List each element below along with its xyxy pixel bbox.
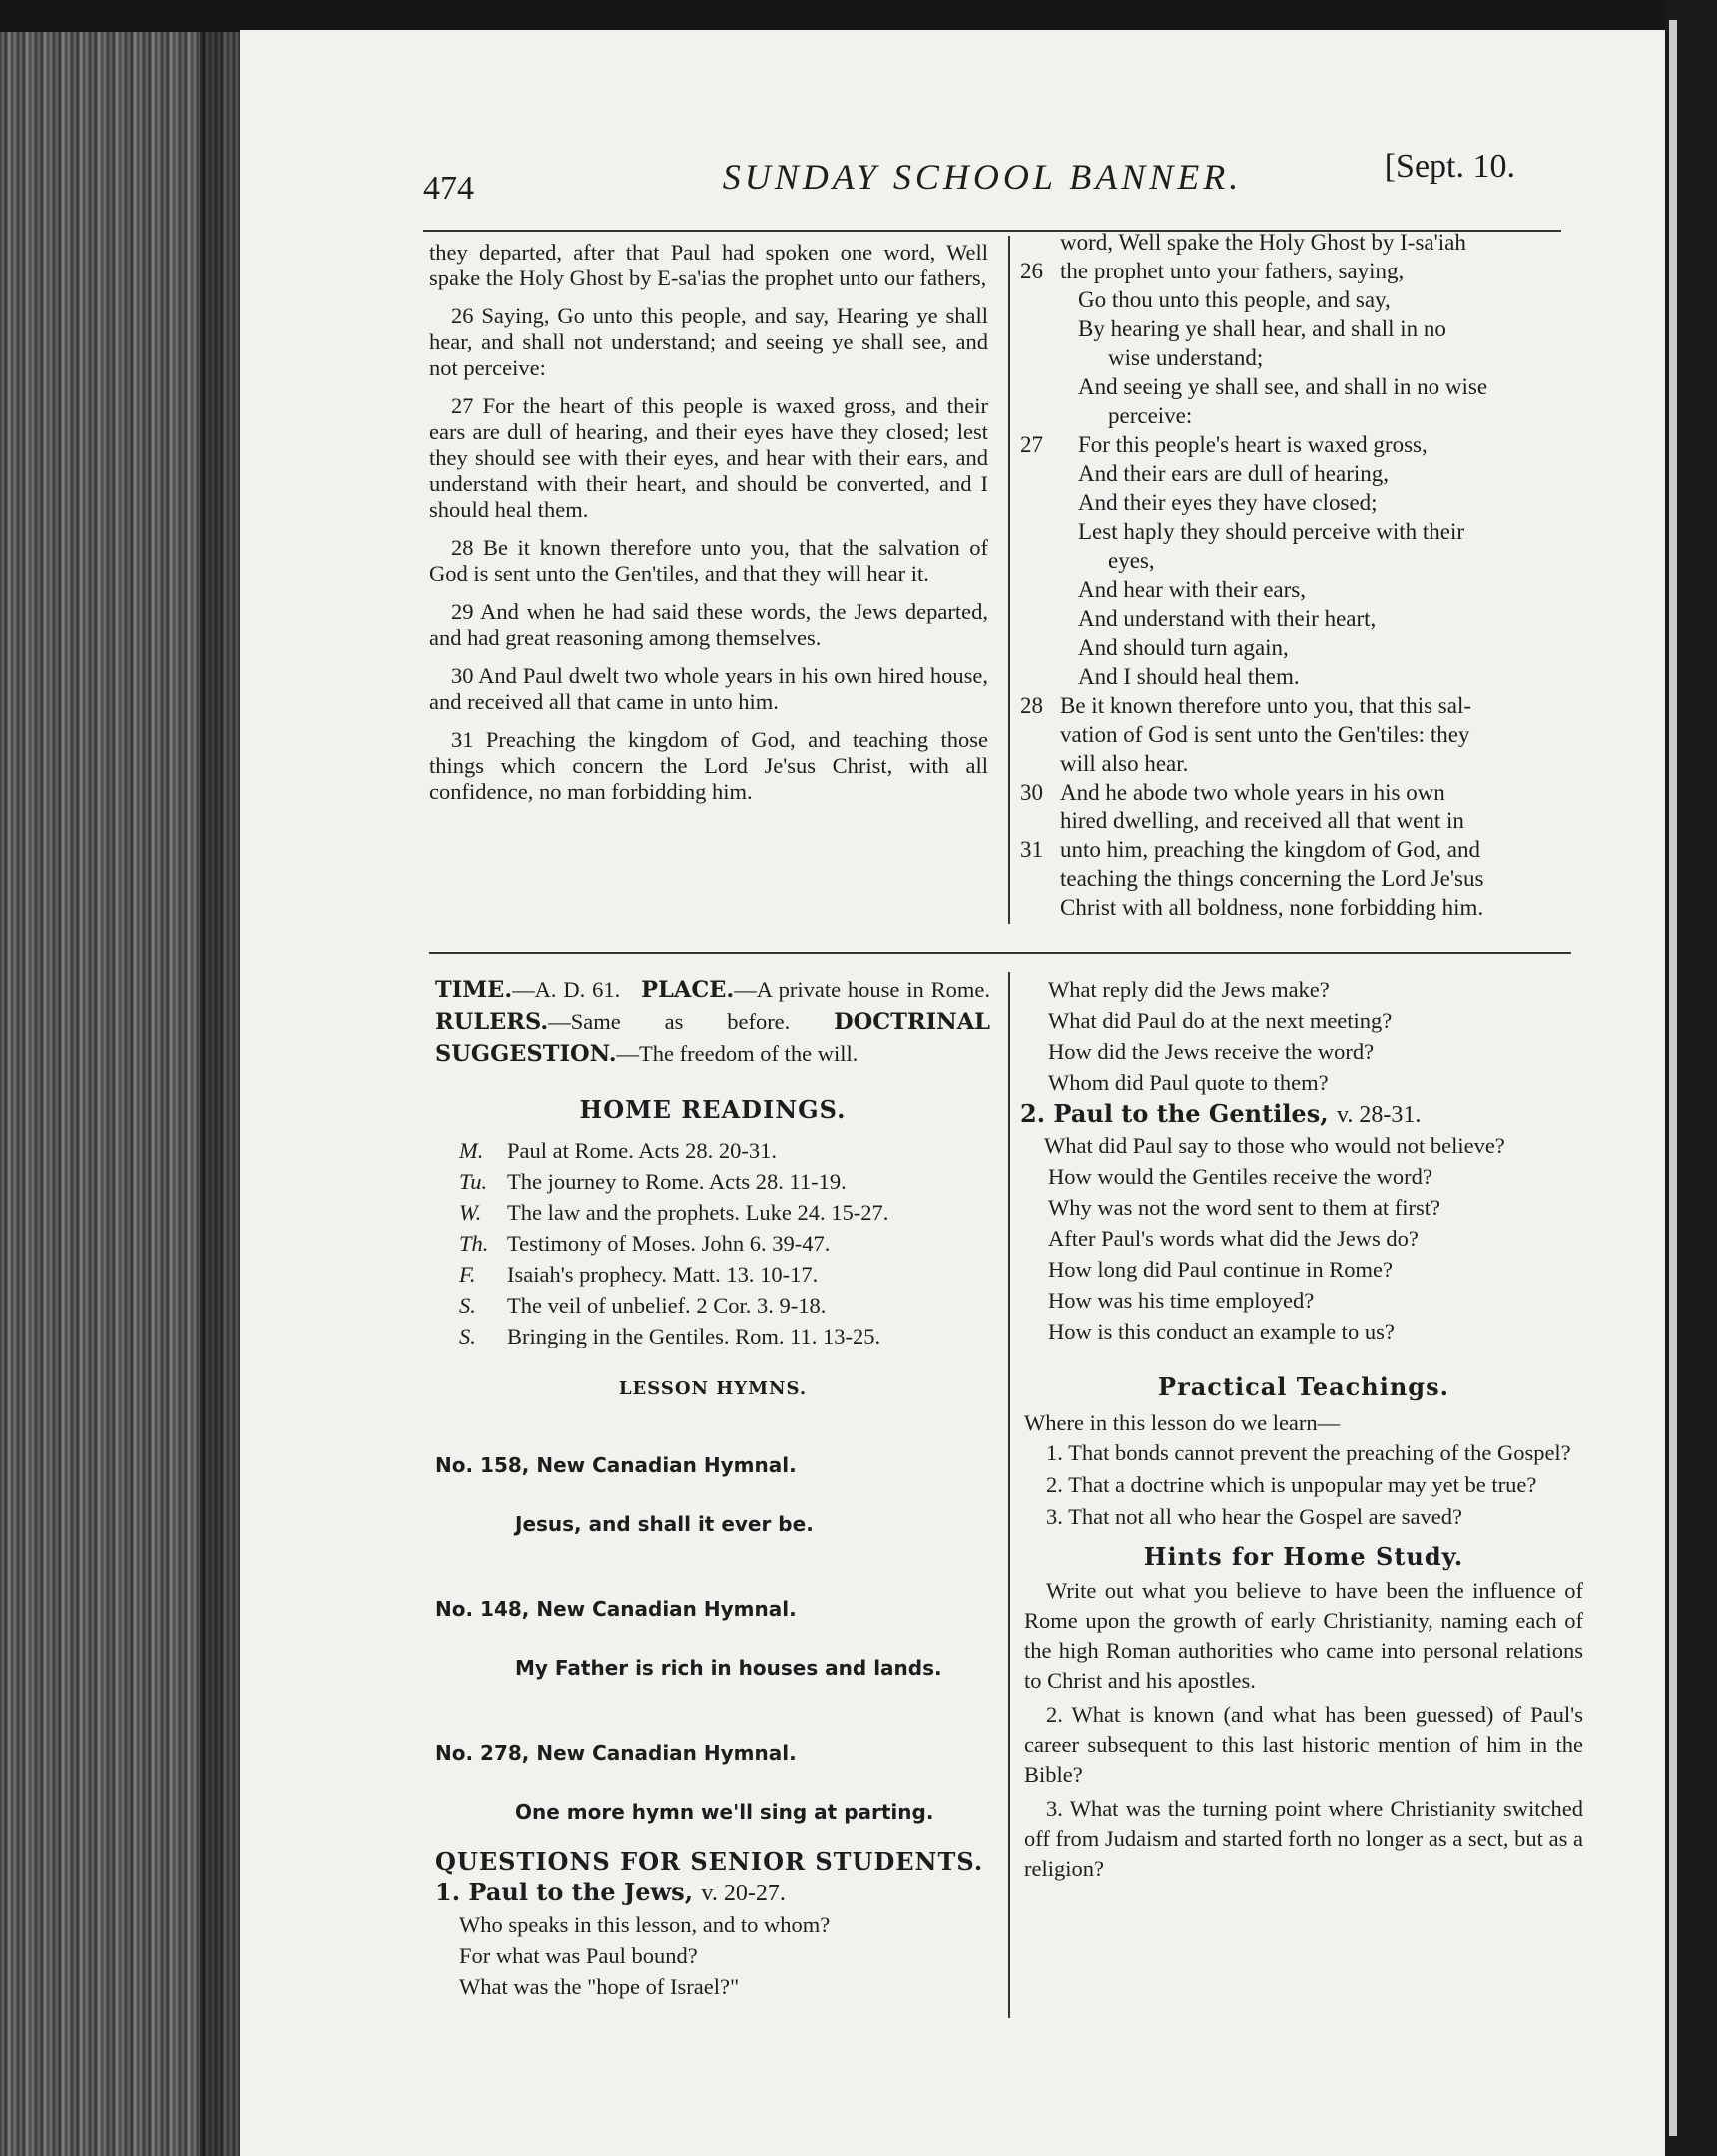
rv-line-text: And seeing ye shall see, and shall in no wise <box>1078 374 1488 399</box>
time-value: —A. D. 61. <box>512 977 621 1002</box>
lesson-meta <box>435 974 990 2002</box>
reading-ref: John 6. 39-47. <box>701 1231 831 1256</box>
rv-line-text: And I should heal them. <box>1078 664 1300 689</box>
page-number: 474 <box>423 170 474 207</box>
place-value: —A private house in Rome. <box>734 977 990 1002</box>
question: How long did Paul continue in Rome? <box>1048 1257 1393 1282</box>
rv-line <box>1020 228 1609 257</box>
av-verse: 30 And Paul dwelt two whole years in his own hired house, and received all that came in unto him. <box>429 663 988 714</box>
rv-line-text: will also hear. <box>1060 751 1189 776</box>
reading-ref: Luke 24. 15-27. <box>745 1200 889 1225</box>
reading-item <box>435 1197 990 1228</box>
hymn-title: One more hymn we'll sing at parting. <box>515 1800 934 1824</box>
rv-line-text: Be it known therefore unto you, that this sal- <box>1060 693 1472 718</box>
reading-item <box>435 1290 990 1321</box>
reading-ref: 2 Cor. 3. 9-18. <box>696 1293 827 1318</box>
rv-line-text: And hear with their ears, <box>1078 577 1307 602</box>
reading-text: Paul at Rome. <box>507 1138 639 1163</box>
question: How did the Jews receive the word? <box>1048 1039 1375 1064</box>
rv-verse-number: 31 <box>1020 837 1043 862</box>
rv-line <box>1020 662 1609 691</box>
rv-line <box>1020 807 1609 835</box>
question: What was the "hope of Israel?" <box>459 1974 740 1999</box>
rv-line <box>1020 691 1609 720</box>
place-label: PLACE. <box>641 977 735 1003</box>
reading-item <box>435 1135 990 1166</box>
rv-line-text: unto him, preaching the kingdom of God, and <box>1060 837 1480 862</box>
hymn-number: No. 148, New Canadian Hymnal. <box>435 1597 797 1621</box>
practical-intro: Where in this lesson do we learn— <box>1024 1410 1341 1435</box>
home-readings-list <box>435 1135 990 1351</box>
journal-title: SUNDAY SCHOOL BANNER. <box>722 157 1243 197</box>
rulers-value: —Same as before. <box>548 1009 791 1034</box>
rv-line-text: Lest haply they should perceive with their <box>1078 519 1465 544</box>
rv-line <box>1020 488 1609 517</box>
rv-line <box>1020 720 1609 749</box>
reading-item <box>435 1166 990 1197</box>
av-verse: 27 For the heart of this people is waxed gross, and their ears are dull of hearing, and their eyes have they closed; lest they should see with their eyes, and hear with their ears, and understand with their heart, and should be converted, and I should heal them. <box>429 393 988 522</box>
question: Whom did Paul quote to them? <box>1048 1070 1329 1095</box>
hint-item: 3. What was the turning point where Christianity switched off from Judaism and started forth no longer as a sect, but as a religion? <box>1024 1796 1583 1881</box>
rv-verse-number: 26 <box>1020 259 1043 283</box>
issue-date: [Sept. 10. <box>1384 148 1515 185</box>
rv-line <box>1020 604 1609 633</box>
av-verse: they departed, after that Paul had spoken one word, Well spake the Holy Ghost by E-sa'ias the prophet unto our fathers, <box>429 240 988 290</box>
scan-top-strip <box>0 0 1717 32</box>
reading-day: W. <box>459 1200 482 1225</box>
question: Why was not the word sent to them at first? <box>1048 1195 1441 1220</box>
hint-item: Write out what you believe to have been the influence of Rome upon the growth of early Christianity, naming each of the high Roman authorities who came into personal relations to Christ and his apostles. <box>1024 1578 1583 1693</box>
authorized-version-column <box>429 240 988 816</box>
hints-heading: Hints for Home Study. <box>1143 1542 1464 1571</box>
reading-text: The veil of unbelief. <box>507 1293 697 1318</box>
reading-text: Testimony of Moses. <box>507 1231 702 1256</box>
rv-line-text: Go thou unto this people, and say, <box>1078 287 1391 312</box>
rv-line <box>1020 401 1609 430</box>
reading-day: S. <box>459 1324 476 1348</box>
section2-questions <box>1024 1161 1583 1347</box>
rv-line-text: word, Well spake the Holy Ghost by I-sa'iah <box>1060 230 1466 255</box>
av-verse: 26 Saying, Go unto this people, and say, Hearing ye shall hear, and shall not understand; and seeing ye shall see, and not perceive: <box>429 303 988 380</box>
rv-line-text: And their eyes they have closed; <box>1078 490 1378 515</box>
question: After Paul's words what did the Jews do? <box>1048 1226 1419 1251</box>
section2-title: 2. Paul to the Gentiles, v. 28-31. <box>1020 1099 1422 1128</box>
rv-line-text: hired dwelling, and received all that went in <box>1060 808 1464 833</box>
hymn-number: No. 278, New Canadian Hymnal. <box>435 1741 797 1765</box>
rv-line <box>1020 633 1609 662</box>
rv-line-text: For this people's heart is waxed gross, <box>1078 432 1428 457</box>
hymn-number: No. 158, New Canadian Hymnal. <box>435 1453 797 1477</box>
rv-line <box>1020 749 1609 778</box>
reading-ref: Acts 28. 11-19. <box>708 1169 847 1194</box>
rv-line-text: And he abode two whole years in his own <box>1060 780 1445 805</box>
rulers-label: RULERS. <box>435 1009 549 1035</box>
lesson-hymns-heading: LESSON HYMNS. <box>618 1378 808 1399</box>
reading-text: Bringing in the Gentiles. <box>507 1324 736 1348</box>
rv-line-text: And understand with their heart, <box>1078 606 1377 631</box>
rv-line-text: And should turn again, <box>1078 635 1289 660</box>
rv-line <box>1020 343 1609 372</box>
section2-first-question: What did Paul say to those who would not believe? <box>1044 1133 1505 1158</box>
rv-line <box>1020 459 1609 488</box>
hymn-title: My Father is rich in houses and lands. <box>515 1656 942 1680</box>
rv-line-text: Christ with all boldness, none forbidding him. <box>1060 895 1484 920</box>
rv-line-text: eyes, <box>1108 548 1155 573</box>
rv-line <box>1020 778 1609 807</box>
reading-ref: Acts 28. 20-31. <box>638 1138 777 1163</box>
rv-line-text: perceive: <box>1108 403 1193 428</box>
right-lower-column <box>1020 974 1583 1887</box>
hint-item: 2. What is known (and what has been guessed) of Paul's career subsequent to this last historic mention of him in the Bible? <box>1024 1702 1583 1787</box>
rv-line <box>1020 257 1609 285</box>
reading-day: Th. <box>459 1231 489 1256</box>
rv-verse-number: 30 <box>1020 780 1043 805</box>
reading-text: The law and the prophets. <box>507 1200 746 1225</box>
senior-questions-heading: QUESTIONS FOR SENIOR STUDENTS. <box>435 1847 984 1876</box>
rv-line-text: teaching the things concerning the Lord Je'sus <box>1060 866 1484 891</box>
section1-questions-left <box>435 1909 990 2002</box>
rv-verse-number: 28 <box>1020 693 1043 718</box>
revised-version-column <box>1020 228 1609 922</box>
rv-line <box>1020 430 1609 459</box>
doctrinal-label: DOCTRINAL SUGGESTION. <box>435 1009 990 1067</box>
reading-item <box>435 1228 990 1259</box>
av-verse: 28 Be it known therefore unto you, that the salvation of God is sent unto the Gen'tiles, and that they will hear it. <box>429 535 988 586</box>
rv-line-text: By hearing ye shall hear, and shall in no <box>1078 316 1446 341</box>
rv-line <box>1020 314 1609 343</box>
question: What did Paul do at the next meeting? <box>1048 1008 1393 1033</box>
rv-line <box>1020 864 1609 893</box>
reading-ref: Rom. 11. 13-25. <box>735 1324 881 1348</box>
reading-text: The journey to Rome. <box>507 1169 709 1194</box>
practical-list <box>1024 1438 1583 1532</box>
rv-line <box>1020 893 1609 922</box>
home-readings-heading: HOME READINGS. <box>579 1095 847 1124</box>
reading-item <box>435 1259 990 1290</box>
doctrinal-value: —The freedom of the will. <box>616 1041 858 1066</box>
section-rule <box>429 952 1571 954</box>
rv-line <box>1020 835 1609 864</box>
hints-list <box>1024 1576 1583 1884</box>
next-page-edge <box>1669 20 1677 2136</box>
hymn-title: Jesus, and shall it ever be. <box>515 1512 814 1536</box>
rv-line <box>1020 285 1609 314</box>
reading-ref: Matt. 13. 10-17. <box>672 1262 819 1287</box>
rv-line <box>1020 546 1609 575</box>
rv-line <box>1020 372 1609 401</box>
rv-line <box>1020 517 1609 546</box>
practical-item: 1. That bonds cannot prevent the preaching of the Gospel? <box>1046 1440 1571 1465</box>
reading-day: M. <box>459 1138 484 1163</box>
rv-line-text: the prophet unto your fathers, saying, <box>1060 259 1405 283</box>
practical-item: 3. That not all who hear the Gospel are saved? <box>1046 1504 1462 1529</box>
column-divider-top <box>1008 236 1010 924</box>
question: How would the Gentiles receive the word? <box>1048 1164 1432 1189</box>
question: For what was Paul bound? <box>459 1943 698 1968</box>
av-verse: 29 And when he had said these words, the Jews departed, and had great reasoning among themselves. <box>429 599 988 650</box>
rv-line <box>1020 575 1609 604</box>
reading-day: Tu. <box>459 1169 488 1194</box>
rv-line-text: And their ears are dull of hearing, <box>1078 461 1390 486</box>
section1-questions-right <box>1024 974 1583 1098</box>
reading-text: Isaiah's prophecy. <box>507 1262 673 1287</box>
question: What reply did the Jews make? <box>1048 977 1330 1002</box>
practical-item: 2. That a doctrine which is unpopular may yet be true? <box>1046 1472 1537 1497</box>
reading-day: F. <box>459 1262 476 1287</box>
page <box>240 30 1665 2156</box>
av-verse: 31 Preaching the kingdom of God, and teaching those things which concern the Lord Je'sus Christ, with all confidence, no man forbidding him. <box>429 727 988 804</box>
practical-heading: Practical Teachings. <box>1158 1372 1449 1401</box>
column-divider-bottom <box>1008 972 1010 2018</box>
question: Who speaks in this lesson, and to whom? <box>459 1912 831 1937</box>
lesson-hymns-list <box>435 1450 990 1828</box>
rv-line-text: wise understand; <box>1108 345 1264 370</box>
rv-verse-number: 27 <box>1020 432 1043 457</box>
rv-line-text: vation of God is sent unto the Gen'tiles: they <box>1060 722 1470 747</box>
time-label: TIME. <box>435 977 513 1003</box>
question: How was his time employed? <box>1048 1288 1315 1313</box>
reading-day: S. <box>459 1293 476 1318</box>
question: How is this conduct an example to us? <box>1048 1319 1395 1344</box>
section1-title: 1. Paul to the Jews, v. 20-27. <box>435 1878 786 1906</box>
reading-item <box>435 1321 990 1351</box>
